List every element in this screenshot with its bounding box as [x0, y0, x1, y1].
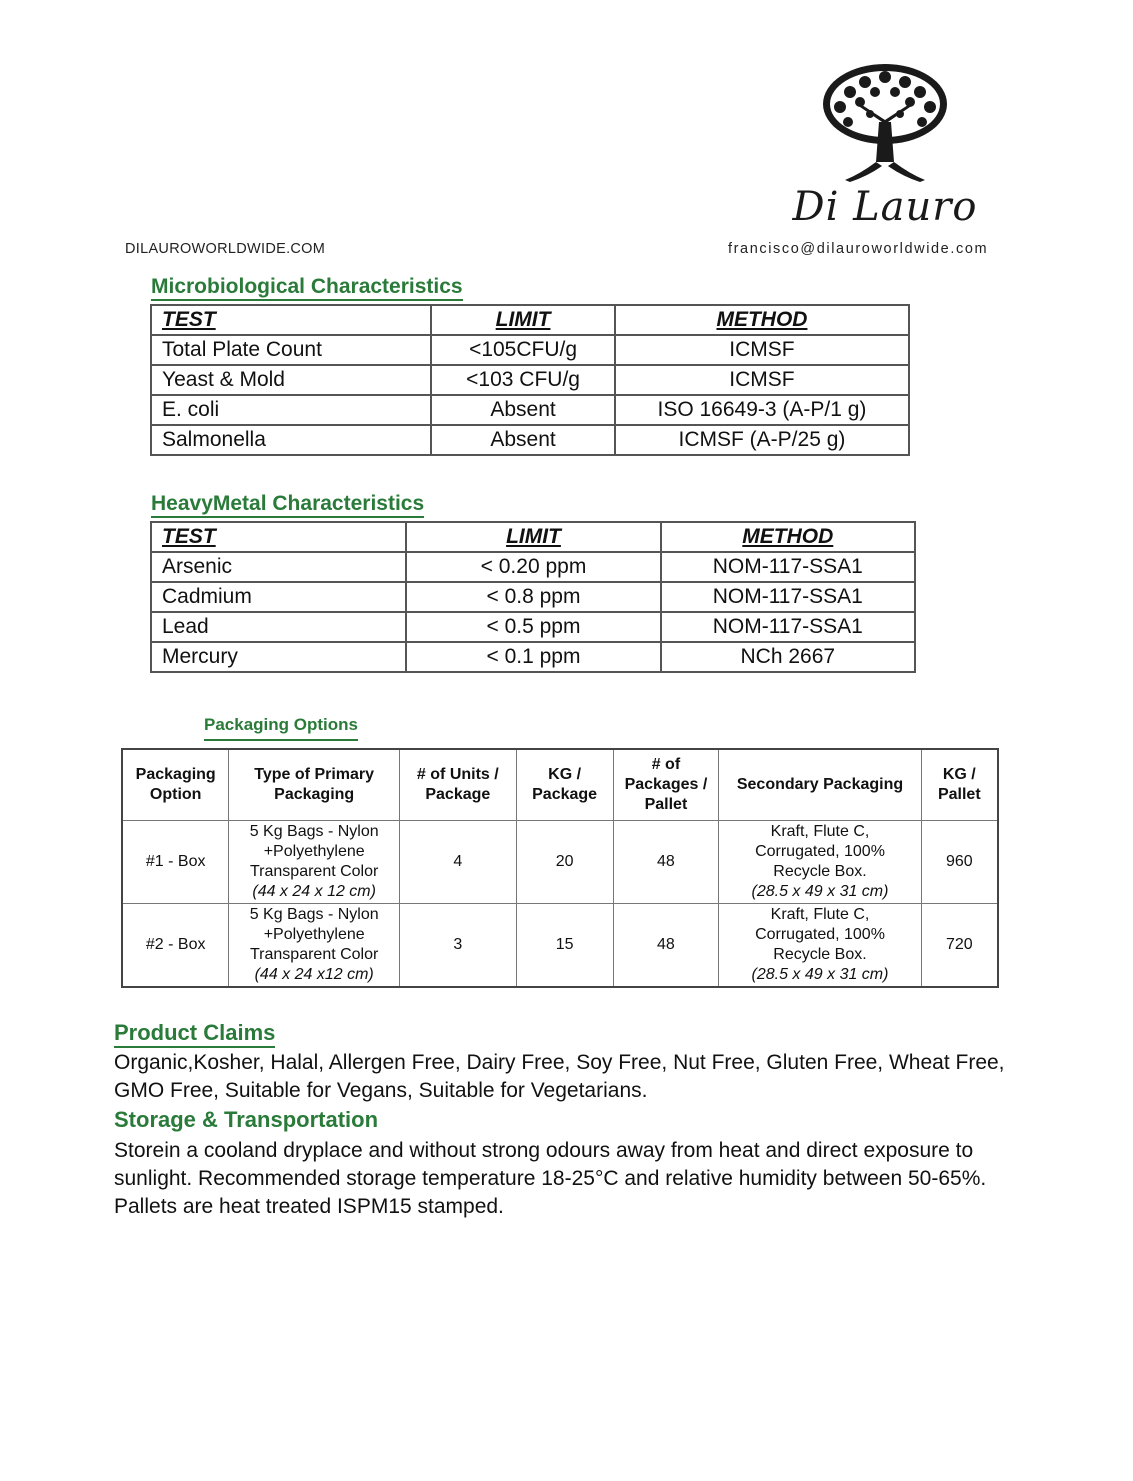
table-row: [122, 904, 998, 988]
claims-title-text: Product Claims: [114, 1020, 275, 1048]
heavy-method-cell: NCh 2667: [661, 642, 915, 672]
packaging-header-units: # of Units / Package: [399, 749, 516, 821]
micro-method-cell: ICMSF: [615, 335, 909, 365]
secondary-dimensions: (28.5 x 49 x 31 cm): [751, 883, 889, 900]
micro-header-method: METHOD: [615, 305, 909, 335]
primary-line: Transparent Color: [249, 946, 379, 963]
micro-test-cell: E. coli: [151, 395, 431, 425]
heavy-header-method: METHOD: [661, 522, 915, 552]
storage-section-title: Storage & Transportation: [114, 1107, 379, 1132]
tree-logo-icon: [790, 62, 980, 187]
heavy-test-cell: Arsenic: [151, 552, 406, 582]
heavy-metal-table: [150, 521, 916, 673]
packaging-title-text: Packaging Options: [204, 715, 358, 741]
secondary-line: Kraft, Flute C,: [770, 823, 870, 840]
secondary-line: Corrugated, 100%: [755, 843, 885, 860]
micro-title-text: Microbiological Characteristics: [151, 275, 463, 301]
packages-pallet-cell: 48: [613, 821, 719, 904]
table-row: [151, 552, 915, 582]
micro-section-title: [151, 275, 463, 299]
packages-pallet-cell: 48: [613, 904, 719, 988]
heavy-method-cell: NOM-117-SSA1: [661, 552, 915, 582]
heavy-limit-cell: < 0.20 ppm: [406, 552, 660, 582]
claims-text: Organic,Kosher, Halal, Allergen Free, Dairy Free, Soy Free, Nut Free, Gluten Free, Wheat Free, GMO Free, Suitable for Vegans, Suitable for Vegetarians.: [114, 1051, 1005, 1102]
micro-header-limit: LIMIT: [431, 305, 615, 335]
packaging-header-row: [122, 749, 998, 821]
heavy-limit-cell: < 0.8 ppm: [406, 582, 660, 612]
kg-package-cell: 20: [516, 821, 613, 904]
packaging-header-kg-pallet: KG / Pallet: [921, 749, 998, 821]
micro-test-cell: Salmonella: [151, 425, 431, 455]
table-row: [151, 582, 915, 612]
micro-limit-cell: Absent: [431, 425, 615, 455]
table-row: [151, 395, 909, 425]
primary-packaging-cell: [229, 821, 400, 904]
micro-method-cell: ICMSF: [615, 365, 909, 395]
heavy-test-cell: Cadmium: [151, 582, 406, 612]
packaging-header-option: Packaging Option: [122, 749, 229, 821]
heavy-test-cell: Lead: [151, 612, 406, 642]
heavy-header-row: [151, 522, 915, 552]
heavy-test-cell: Mercury: [151, 642, 406, 672]
micro-method-cell: ISO 16649-3 (A-P/1 g): [615, 395, 909, 425]
contact-email[interactable]: francisco@dilauroworldwide.com: [728, 241, 989, 257]
kg-pallet-cell: 720: [921, 904, 998, 988]
packaging-section-title: [204, 715, 358, 735]
heavy-method-cell: NOM-117-SSA1: [661, 612, 915, 642]
heavy-limit-cell: < 0.5 ppm: [406, 612, 660, 642]
micro-limit-cell: <105CFU/g: [431, 335, 615, 365]
packaging-header-primary: Type of Primary Packaging: [229, 749, 400, 821]
primary-line: 5 Kg Bags - Nylon: [249, 906, 379, 923]
company-logo: [790, 62, 980, 242]
claims-section-title: [114, 1020, 275, 1046]
packaging-table: [121, 748, 999, 988]
primary-line: +Polyethylene: [263, 843, 365, 860]
table-row: [151, 335, 909, 365]
primary-dimensions: (44 x 24 x 12 cm): [252, 883, 376, 900]
secondary-line: Kraft, Flute C,: [770, 906, 870, 923]
packaging-header-kg-package: KG / Package: [516, 749, 613, 821]
micro-method-cell: ICMSF (A-P/25 g): [615, 425, 909, 455]
secondary-line: Recycle Box.: [773, 863, 867, 880]
secondary-dimensions: (28.5 x 49 x 31 cm): [751, 966, 889, 983]
heavy-header-test: TEST: [151, 522, 406, 552]
option-cell: #1 - Box: [122, 821, 229, 904]
heavy-header-limit: LIMIT: [406, 522, 660, 552]
kg-pallet-cell: 960: [921, 821, 998, 904]
table-row: [151, 642, 915, 672]
primary-dimensions: (44 x 24 x12 cm): [254, 966, 374, 983]
website-url[interactable]: DILAUROWORLDWIDE.COM: [125, 241, 326, 257]
units-cell: 4: [399, 821, 516, 904]
kg-package-cell: 15: [516, 904, 613, 988]
units-cell: 3: [399, 904, 516, 988]
primary-packaging-cell: [229, 904, 400, 988]
primary-line: +Polyethylene: [263, 926, 365, 943]
primary-line: 5 Kg Bags - Nylon: [249, 823, 379, 840]
packaging-header-secondary: Secondary Packaging: [719, 749, 921, 821]
micro-header-row: [151, 305, 909, 335]
micro-limit-cell: Absent: [431, 395, 615, 425]
secondary-line: Recycle Box.: [773, 946, 867, 963]
secondary-line: Corrugated, 100%: [755, 926, 885, 943]
micro-header-test: TEST: [151, 305, 431, 335]
table-row: [151, 612, 915, 642]
heavy-limit-cell: < 0.1 ppm: [406, 642, 660, 672]
logo-wordmark: Di Lauro: [792, 184, 978, 230]
micro-test-cell: Total Plate Count: [151, 335, 431, 365]
storage-text: Storein a cooland dryplace and without strong odours away from heat and direct exposure to sunlight. Recommended storage temperature 18-25°C and relative humidity between 50-65%. Pallets are heat treated ISPM15 stamped.: [114, 1139, 987, 1218]
heavy-title-text: HeavyMetal Characteristics: [151, 492, 424, 518]
micro-limit-cell: <103 CFU/g: [431, 365, 615, 395]
option-cell: #2 - Box: [122, 904, 229, 988]
secondary-packaging-cell: [719, 821, 921, 904]
micro-test-cell: Yeast & Mold: [151, 365, 431, 395]
heavy-section-title: [151, 492, 424, 516]
table-row: [122, 821, 998, 904]
table-row: [151, 365, 909, 395]
heavy-method-cell: NOM-117-SSA1: [661, 582, 915, 612]
micro-table: [150, 304, 910, 456]
packaging-header-packages-pallet: # of Packages / Pallet: [613, 749, 719, 821]
secondary-packaging-cell: [719, 904, 921, 988]
primary-line: Transparent Color: [249, 863, 379, 880]
table-row: [151, 425, 909, 455]
